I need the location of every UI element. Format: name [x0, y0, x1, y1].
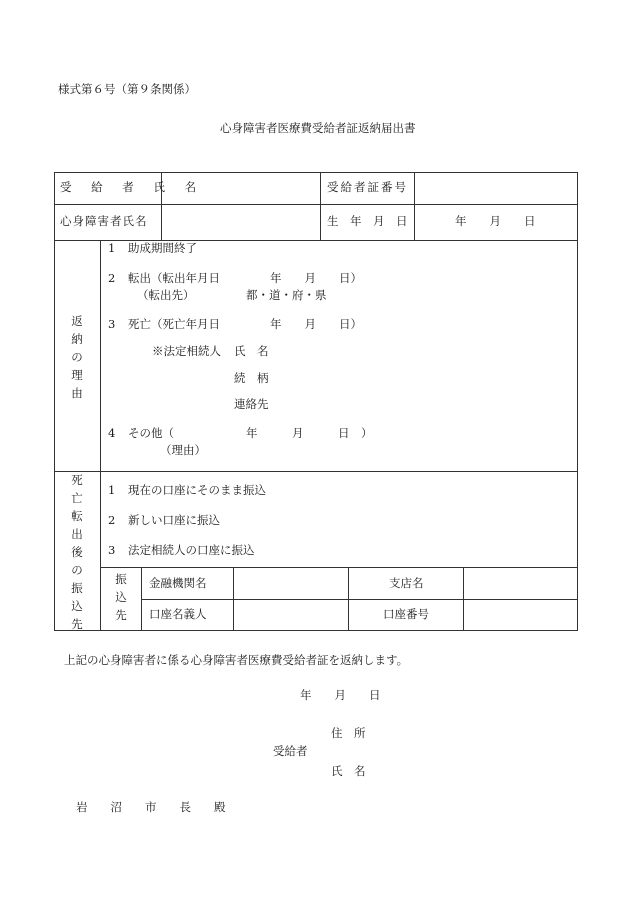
transfer-option-1-text[interactable]: 現在の口座にそのまま振込 — [128, 483, 266, 497]
reason-1-number: 1 — [108, 241, 116, 255]
transfer-after-label: 死 亡 転 出 後 の 振 込 先 — [71, 473, 83, 631]
return-statement: 上記の心身障害者に係る心身障害者医療費受給者証を返納します。 — [64, 653, 409, 667]
account-number-field[interactable] — [465, 601, 576, 629]
reason-1-text[interactable]: 助成期間終了 — [128, 241, 197, 255]
transfer-option-3-number: 3 — [108, 543, 116, 557]
transfer-option-1-number: 1 — [108, 483, 116, 497]
birthdate-label: 生 年 月 日 — [327, 214, 408, 228]
submission-date[interactable]: 年 月 日 — [300, 688, 381, 702]
recipient-name-label: 受 給 者 氏 名 — [60, 180, 205, 194]
bank-name-field[interactable] — [235, 569, 347, 598]
account-holder-field[interactable] — [235, 601, 347, 629]
address-label: 住 所 — [331, 726, 366, 740]
recipient-label: 受給者 — [273, 744, 308, 758]
reason-2-destination-value[interactable]: 都・道・府・県 — [246, 288, 327, 302]
reason-4-date[interactable]: 年 月 日 ） — [246, 426, 373, 440]
recipient-name-field[interactable] — [163, 174, 319, 203]
transfer-option-2-number: 2 — [108, 513, 116, 527]
branch-name-field[interactable] — [465, 569, 576, 598]
name-label: 氏 名 — [331, 764, 366, 778]
reason-4-detail-label: （理由） — [160, 443, 206, 457]
addressee: 岩 沼 市 長 殿 — [76, 800, 226, 814]
reason-3-date[interactable]: 年 月 日） — [270, 317, 362, 331]
birthdate-value[interactable]: 年 月 日 — [455, 214, 536, 228]
disabled-person-name-field[interactable] — [163, 206, 319, 239]
transfer-option-3-text[interactable]: 法定相続人の口座に振込 — [128, 543, 255, 557]
bank-name-label: 金融機関名 — [149, 576, 207, 590]
reason-2-text[interactable]: 転出（転出年月日 — [128, 271, 220, 285]
reason-4-text[interactable]: その他（ — [128, 426, 174, 440]
reason-4-number: 4 — [108, 426, 116, 440]
reason-2-number: 2 — [108, 271, 116, 285]
reason-2-destination-label: （転出先） — [137, 288, 195, 302]
certificate-number-field[interactable] — [416, 174, 576, 203]
heir-label: ※法定相続人 — [152, 344, 221, 358]
account-holder-label: 口座名義人 — [149, 607, 207, 621]
return-reason-label: 返 納 の 理 由 — [71, 314, 83, 400]
heir-contact-label: 連絡先 — [234, 397, 269, 411]
disabled-person-name-label: 心身障害者氏名 — [60, 214, 148, 228]
heir-relation-label: 続 柄 — [234, 371, 269, 385]
transfer-option-2-text[interactable]: 新しい口座に振込 — [128, 513, 220, 527]
form-number: 様式第６号（第９条関係） — [58, 82, 196, 96]
branch-name-label: 支店名 — [389, 576, 424, 590]
reason-3-number: 3 — [108, 317, 116, 331]
heir-name-label: 氏 名 — [234, 344, 269, 358]
reason-2-date[interactable]: 年 月 日） — [270, 271, 362, 285]
reason-3-text[interactable]: 死亡（死亡年月日 — [128, 317, 220, 331]
certificate-number-label: 受給者証番号 — [327, 180, 408, 194]
account-number-label: 口座番号 — [383, 607, 429, 621]
transfer-destination-label: 振 込 先 — [115, 572, 127, 622]
page-title: 心身障害者医療費受給者証返納届出書 — [220, 121, 416, 135]
